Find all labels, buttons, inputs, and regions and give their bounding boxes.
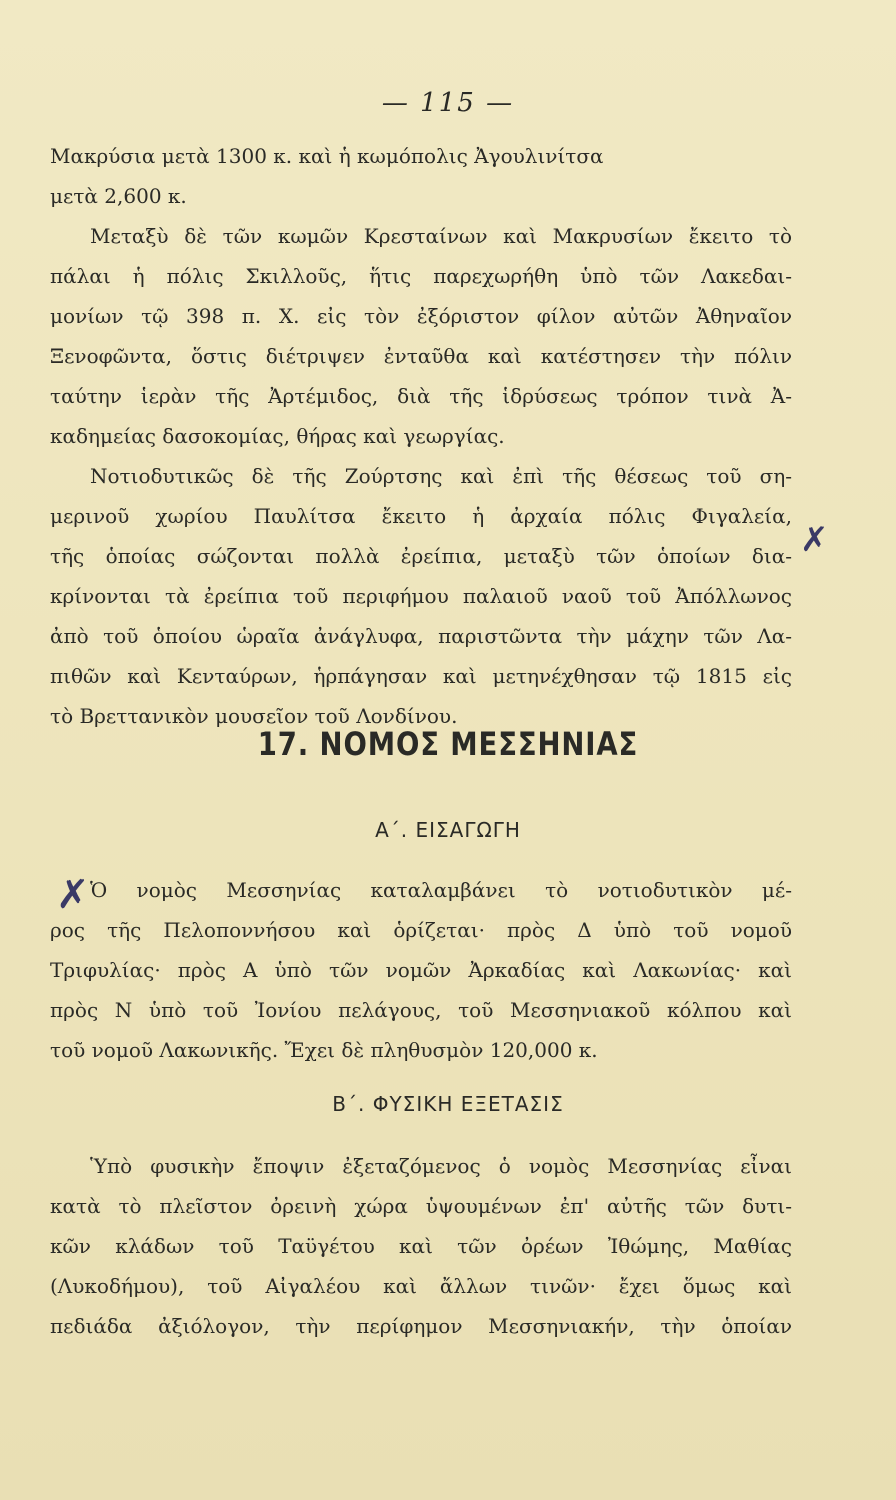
text-line: Ὑπὸ φυσικὴν ἔποψιν ἐξεταζόμενος ὁ νομὸς Μεσσηνίας εἶναι bbox=[90, 1154, 792, 1178]
text-line: κρίνονται τὰ ἐρείπια τοῦ περιφήμου παλαιοῦ ναοῦ τοῦ Ἀπόλλωνος bbox=[50, 584, 792, 608]
text-line: πρὸς Ν ὑπὸ τοῦ Ἰονίου πελάγους, τοῦ Μεσσηνιακοῦ κόλπου καὶ bbox=[50, 998, 792, 1022]
handwritten-x-mark: ✗ bbox=[56, 872, 90, 918]
text-line: τῆς ὁποίας σώζονται πολλὰ ἐρείπια, μεταξὺ τῶν ὁποίων δια- bbox=[50, 544, 792, 568]
text-line: κῶν κλάδων τοῦ Ταϋγέτου καὶ τῶν ὀρέων Ἰθώμης, Μαθίας bbox=[50, 1234, 792, 1258]
text-line: τοῦ νομοῦ Λακωνικῆς. Ἔχει δὲ πληθυσμὸν 120,000 κ. bbox=[50, 1038, 598, 1062]
text-line: πάλαι ἡ πόλις Σκιλλοῦς, ἥτις παρεχωρήθη ὑπὸ τῶν Λακεδαι- bbox=[50, 264, 792, 288]
text-line: καδημείας δασοκομίας, θήρας καὶ γεωργίας. bbox=[50, 424, 505, 448]
text-line: Μακρύσια μετὰ 1300 κ. καὶ ἡ κωμόπολις Ἀγουλινίτσα bbox=[50, 144, 604, 168]
text-line: τὸ Βρεττανικὸν μουσεῖον τοῦ Λονδίνου. bbox=[50, 704, 458, 728]
text-line: κατὰ τὸ πλεῖστον ὀρεινὴ χώρα ὑψουμένων ἐπ' αὐτῆς τῶν δυτι- bbox=[50, 1194, 792, 1218]
section-top-text bbox=[50, 136, 792, 736]
text-line: Τριφυλίας· πρὸς Α ὑπὸ τῶν νομῶν Ἀρκαδίας καὶ Λακωνίας· καὶ bbox=[50, 958, 792, 982]
text-line: μονίων τῷ 398 π. Χ. εἰς τὸν ἐξόριστον φίλον αὐτῶν Ἀθηναῖον bbox=[50, 304, 792, 328]
text-line: ταύτην ἱερὰν τῆς Ἀρτέμιδος, διὰ τῆς ἱδρύσεως τρόπον τινὰ Ἀ- bbox=[50, 384, 792, 408]
text-line: Μεταξὺ δὲ τῶν κωμῶν Κρεσταίνων καὶ Μακρυσίων ἔκειτο τὸ bbox=[90, 224, 792, 248]
section-b-heading: Β΄. ΦΥΣΙΚΗ ΕΞΕΤΑΣΙΣ bbox=[332, 1092, 564, 1116]
section-a-heading: Α΄. ΕΙΣΑΓΩΓΗ bbox=[375, 818, 521, 842]
text-line: μετὰ 2,600 κ. bbox=[50, 184, 187, 208]
text-line: (Λυκοδήμου), τοῦ Αἰγαλέου καὶ ἄλλων τινῶν· ἔχει ὅμως καὶ bbox=[50, 1274, 792, 1298]
page-number: — 115 — bbox=[381, 88, 515, 118]
text-line: ἀπὸ τοῦ ὁποίου ὡραῖα ἀνάγλυφα, παριστῶντα τὴν μάχην τῶν Λα- bbox=[50, 624, 792, 648]
text-line: Ὁ νομὸς Μεσσηνίας καταλαμβάνει τὸ νοτιοδυτικὸν μέ- bbox=[90, 878, 792, 902]
chapter-heading: 17. ΝΟΜΟΣ ΜΕΣΣΗΝΙΑΣ bbox=[257, 725, 639, 763]
section-a-text bbox=[50, 870, 792, 1070]
section-b-text bbox=[50, 1146, 792, 1346]
text-line: πιθῶν καὶ Κενταύρων, ἡρπάγησαν καὶ μετηνέχθησαν τῷ 1815 εἰς bbox=[50, 664, 792, 688]
text-line: Ξενοφῶντα, ὅστις διέτριψεν ἐνταῦθα καὶ κατέστησεν τὴν πόλιν bbox=[50, 344, 792, 368]
text-line: μερινοῦ χωρίου Παυλίτσα ἔκειτο ἡ ἀρχαία πόλις Φιγαλεία, bbox=[50, 504, 792, 528]
text-line: ρος τῆς Πελοποννήσου καὶ ὁρίζεται· πρὸς Δ ὑπὸ τοῦ νομοῦ bbox=[50, 918, 792, 942]
text-line: Νοτιοδυτικῶς δὲ τῆς Ζούρτσης καὶ ἐπὶ τῆς θέσεως τοῦ ση- bbox=[90, 464, 792, 488]
text-line: πεδιάδα ἀξιόλογον, τὴν περίφημον Μεσσηνιακήν, τὴν ὁποίαν bbox=[50, 1314, 792, 1338]
handwritten-x-mark: ✗ bbox=[800, 520, 829, 560]
